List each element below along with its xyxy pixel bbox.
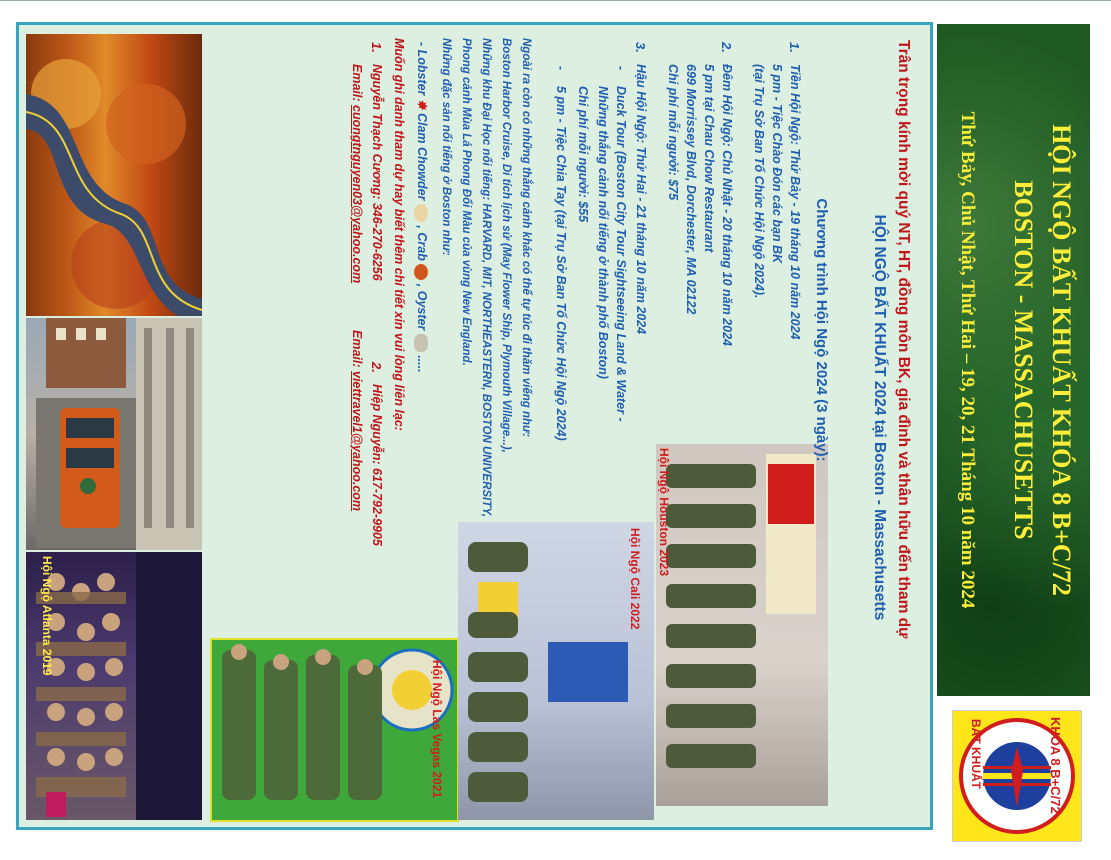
para-line-2: Boston Harbor Cruise, Di tích lịch sử (May Flower Ship, Plymouth Village...),: [500, 38, 512, 453]
item-3-dash-2: -: [554, 66, 568, 71]
item-1-number: 1.: [787, 42, 802, 53]
logo-top-text: KHÓA 8 B+C/72: [1048, 717, 1063, 814]
cali-caption: Hội Ngộ Cali 2022: [628, 528, 642, 630]
autumn-road-photo: [26, 34, 202, 316]
item-2-line-3: Chi phí mỗi người: $75: [666, 64, 680, 201]
atlanta-2019-photo: [26, 552, 202, 820]
item-2-title: Đêm Hội Ngộ: Chủ Nhật - 20 tháng 10 năm 2024: [720, 64, 734, 346]
atlanta-caption: Hội Ngộ Atlanta 2019: [40, 556, 54, 676]
item-3-line-4: 5 pm - Tiệc Chia Tay (tại Trụ Sở Ban Tổ Chức Hội Ngộ 2024): [554, 86, 568, 441]
specialties-ellipsis: .....: [415, 355, 429, 373]
crab-icon: [414, 264, 428, 280]
clam-label: Clam Chowder: [415, 112, 429, 201]
contact-1-number: 1.: [369, 42, 384, 53]
lobster-icon: ✸: [415, 98, 429, 110]
boston-street-photo: [26, 318, 202, 550]
program-title: Chương trình Hội Ngộ 2024 (3 ngày):: [813, 198, 830, 462]
para-line-1: Ngoài ra còn có những thắng cảnh khác có thể tự túc đi thăm viếng như:: [520, 38, 532, 438]
item-3-dash-1: -: [614, 66, 628, 71]
contact-1-email-link[interactable]: cuongtnguyen03@yahoo.com: [350, 105, 364, 284]
item-3-number: 3.: [633, 42, 648, 53]
street-graphic: [26, 318, 202, 550]
item-2-line-1: 5 pm tại Chau Chow Restaurant: [702, 64, 716, 253]
banner-date-line: Thứ Bảy, Chủ Nhật, Thứ Hai – 19, 20, 21 Tháng 10 năm 2024: [957, 111, 978, 609]
specialties-row: - Lobster ✸ Clam Chowder , Crab , Oyster .....: [415, 42, 429, 373]
item-2-line-2: 699 Morrissey Blvd, Dorchester, MA 02122: [684, 64, 698, 315]
khoa-8-logo: [952, 710, 1082, 842]
para-line-4: Phong cảnh Mùa Lá Phong Đổi Màu của vùng New England.: [460, 38, 472, 366]
houston-caption: Hội Ngộ Houston 2023: [657, 448, 671, 577]
banner-title-line-2: BOSTON - MASSACHUSETTS: [1009, 180, 1038, 540]
banner-title-line-1: HỘI NGỘ BẤT KHUẤT KHÓA 8 B+C/72: [1047, 124, 1076, 596]
item-1-line-2: (tại Trụ Sở Ban Tổ Chức Hội Ngộ 2024).: [752, 64, 766, 299]
oyster-icon: [414, 334, 428, 352]
content-panel: [244, 30, 924, 820]
lasvegas-caption: Hội Ngộ Las Vegas 2021: [430, 660, 444, 799]
para-line-3: Những khu Đại Học nổi tiếng: HARVARD, MIT, NORTHEASTERN, BOSTON UNIVERSITY,: [480, 38, 492, 518]
item-1-title: Tiền Hội Ngộ: Thứ Bảy - 19 tháng 10 năm 2024: [788, 64, 802, 340]
item-3-line-3: Chi phí mỗi người: $55: [576, 86, 590, 223]
item-3-title: Hậu Hội Ngộ: Thứ Hai - 21 tháng 10 năm 2024: [634, 64, 648, 335]
contact-2-number: 2.: [369, 362, 384, 373]
contact-1-email-label: Email:: [350, 64, 364, 102]
contact-1-name: Nguyễn Thạch Cương: 346-270-6256: [370, 64, 384, 281]
contact-2-name: Hiệp Nguyễn: 617-792-9905: [370, 384, 384, 546]
item-1-line-1: 5 pm - Tiệc Chào Đón các bạn BK: [770, 64, 784, 264]
contact-2-email-row: [350, 330, 364, 511]
oyster-label: Oyster: [415, 290, 429, 331]
item-3-line-1: Duck Tour (Boston City Tour Sightseeing Land & Water -: [614, 86, 628, 422]
contact-2-email-label: Email:: [350, 330, 364, 368]
item-3-line-2: Những thắng cảnh nổi tiếng ở thành phố Boston): [596, 86, 610, 379]
top-rule: [0, 0, 1111, 1]
invite-line: Trân trọng kính mời quý NT, HT, đồng môn BK, gia đình và thân hữu đến tham dự: [895, 40, 912, 639]
crab-label: Crab: [415, 232, 429, 261]
contact-intro: Muốn ghi danh tham dự hay biết thêm chi tiết xin vui lòng liên lạc:: [392, 38, 406, 431]
event-line: HỘI NGỘ BẤT KHUẤT 2024 tại Boston - Massachusetts: [871, 214, 888, 621]
clam-icon: [414, 204, 428, 222]
item-2-number: 2.: [719, 42, 734, 53]
para-line-5: Những đặc sản nổi tiếng ở Boston như:: [440, 38, 452, 256]
logo-side-text: BẤT KHUẤT: [969, 719, 983, 789]
title-banner: [937, 24, 1090, 696]
contact-1-email-row: [350, 64, 364, 283]
road-graphic: [26, 34, 202, 316]
contact-2-email-link[interactable]: viettravel1@yahoo.com: [350, 371, 364, 512]
lobster-label: Lobster: [415, 49, 429, 96]
